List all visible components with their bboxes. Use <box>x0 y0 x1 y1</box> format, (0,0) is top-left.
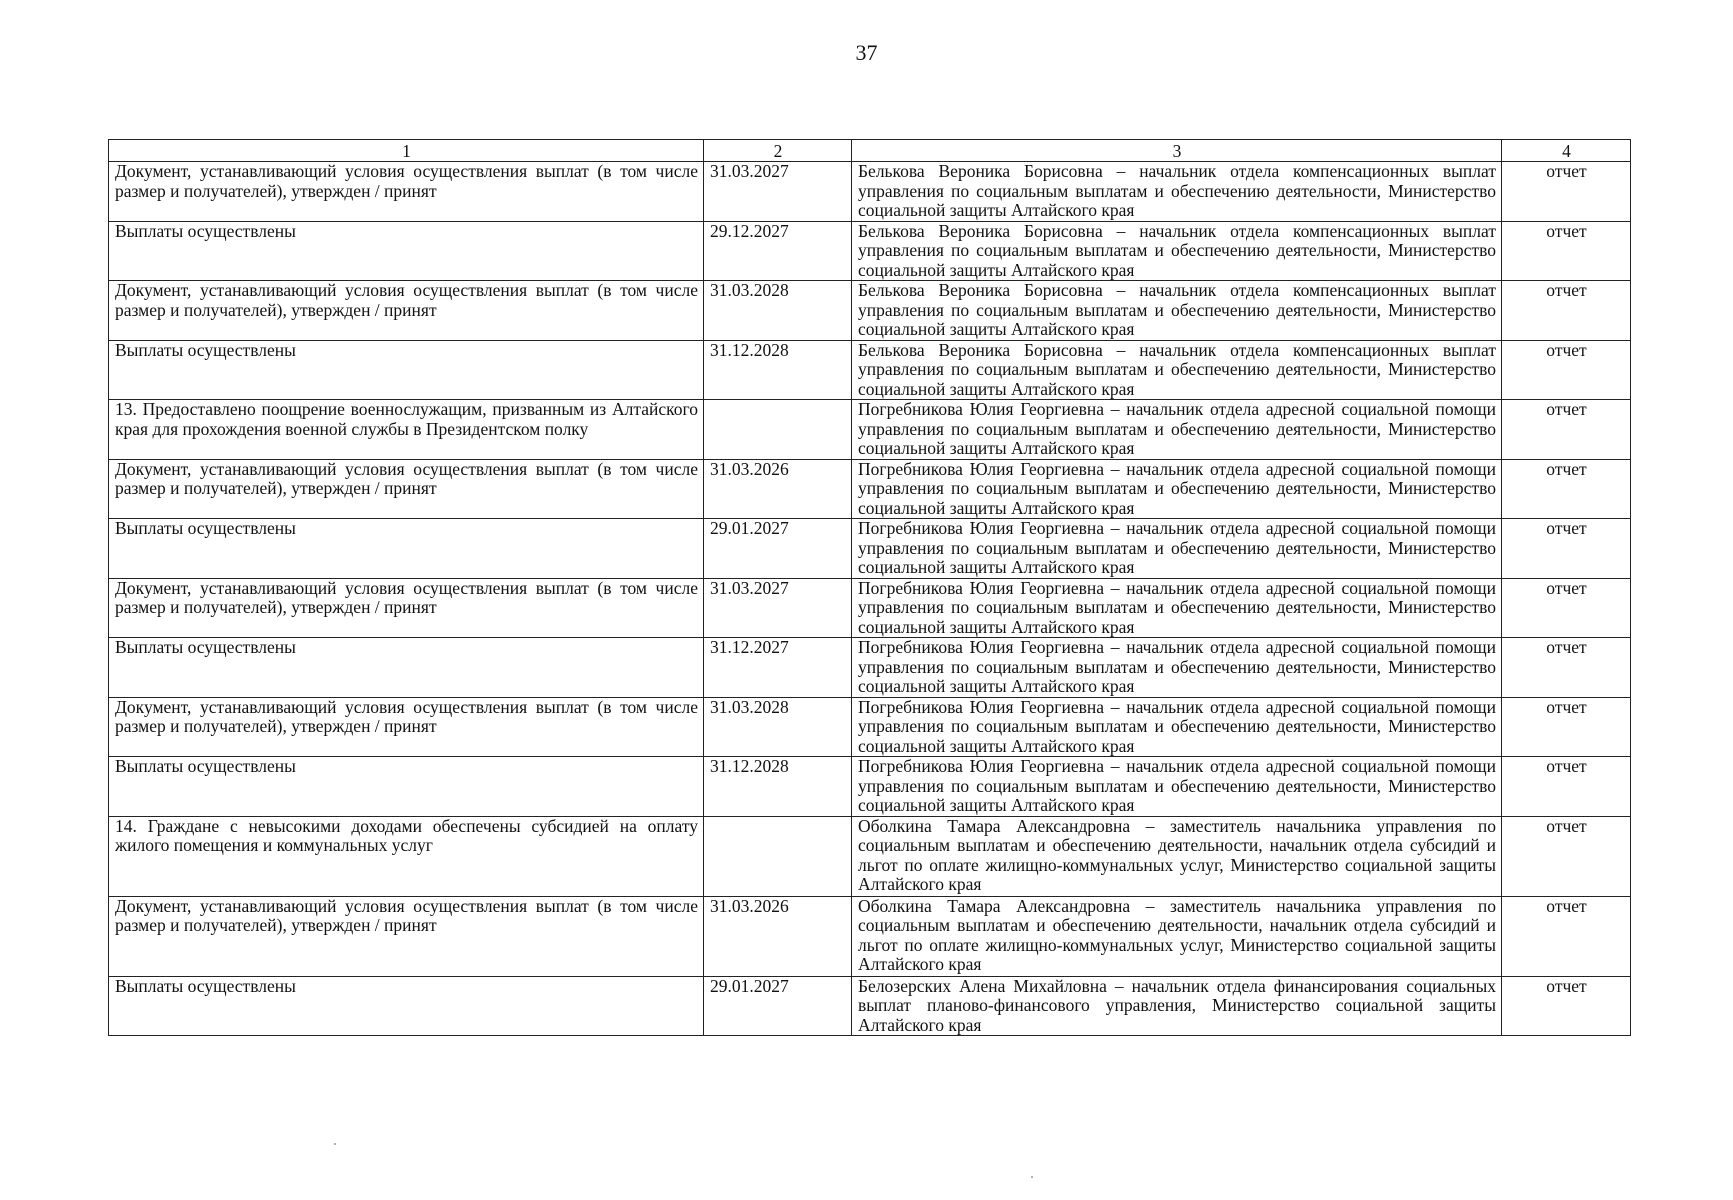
responsible-cell: Белькова Вероника Борисовна – начальник отдела компенсационных выплат управления по социальным выплатам и обеспечению деятельности, Министерство социальной защиты Алтайского края <box>852 281 1502 341</box>
table-row <box>109 340 1631 400</box>
document-type-cell: отчет <box>1502 816 1631 896</box>
table-row <box>109 400 1631 460</box>
document-type-cell: отчет <box>1502 221 1631 281</box>
date-cell: 31.12.2028 <box>704 340 852 400</box>
responsible-cell: Белькова Вероника Борисовна – начальник отдела компенсационных выплат управления по социальным выплатам и обеспечению деятельности, Министерство социальной защиты Алтайского края <box>852 221 1502 281</box>
date-cell: 31.03.2028 <box>704 281 852 341</box>
date-cell: 31.12.2028 <box>704 757 852 817</box>
event-cell: Документ, устанавливающий условия осуществления выплат (в том числе размер и получателей), утвержден / принят <box>109 578 704 638</box>
document-type-cell: отчет <box>1502 340 1631 400</box>
document-type-cell: отчет <box>1502 896 1631 976</box>
responsible-cell: Белькова Вероника Борисовна – начальник отдела компенсационных выплат управления по социальным выплатам и обеспечению деятельности, Министерство социальной защиты Алтайского края <box>852 162 1502 222</box>
column-header-1: 1 <box>109 140 704 162</box>
date-cell: 31.03.2027 <box>704 162 852 222</box>
table-row <box>109 638 1631 698</box>
table-row <box>109 162 1631 222</box>
date-cell <box>704 400 852 460</box>
document-type-cell: отчет <box>1502 976 1631 1036</box>
scan-speck <box>1031 1176 1033 1178</box>
column-header-4: 4 <box>1502 140 1631 162</box>
scan-speck <box>334 1143 336 1145</box>
responsible-cell: Белозерских Алена Михайловна – начальник отдела финансирования социальных выплат планово-финансового управления, Министерство социальной защиты Алтайского края <box>852 976 1502 1036</box>
event-cell: Выплаты осуществлены <box>109 757 704 817</box>
event-cell: Документ, устанавливающий условия осуществления выплат (в том числе размер и получателей), утвержден / принят <box>109 697 704 757</box>
date-cell: 29.01.2027 <box>704 519 852 579</box>
event-cell: Выплаты осуществлены <box>109 519 704 579</box>
date-cell: 31.03.2026 <box>704 459 852 519</box>
table-row <box>109 896 1631 976</box>
date-cell: 31.03.2027 <box>704 578 852 638</box>
responsible-cell: Погребникова Юлия Георгиевна – начальник отдела адресной социальной помощи управления по социальным выплатам и обеспечению деятельности, Министерство социальной защиты Алтайского края <box>852 578 1502 638</box>
date-cell: 31.03.2028 <box>704 697 852 757</box>
responsible-cell: Погребникова Юлия Георгиевна – начальник отдела адресной социальной помощи управления по социальным выплатам и обеспечению деятельности, Министерство социальной защиты Алтайского края <box>852 757 1502 817</box>
responsible-cell: Белькова Вероника Борисовна – начальник отдела компенсационных выплат управления по социальным выплатам и обеспечению деятельности, Министерство социальной защиты Алтайского края <box>852 340 1502 400</box>
event-cell: 14. Граждане с невысокими доходами обеспечены субсидией на оплату жилого помещения и коммунальных услуг <box>109 816 704 896</box>
page-number: 37 <box>855 40 878 65</box>
document-type-cell: отчет <box>1502 459 1631 519</box>
document-type-cell: отчет <box>1502 578 1631 638</box>
date-cell: 31.03.2026 <box>704 896 852 976</box>
date-cell: 29.12.2027 <box>704 221 852 281</box>
event-cell: Документ, устанавливающий условия осуществления выплат (в том числе размер и получателей), утвержден / принят <box>109 281 704 341</box>
column-header-2: 2 <box>704 140 852 162</box>
table-row <box>109 459 1631 519</box>
event-cell: Выплаты осуществлены <box>109 340 704 400</box>
event-cell: Документ, устанавливающий условия осуществления выплат (в том числе размер и получателей), утвержден / принят <box>109 896 704 976</box>
table-row <box>109 578 1631 638</box>
table-header-row <box>109 140 1631 162</box>
event-cell: Выплаты осуществлены <box>109 221 704 281</box>
responsible-cell: Погребникова Юлия Георгиевна – начальник отдела адресной социальной помощи управления по социальным выплатам и обеспечению деятельности, Министерство социальной защиты Алтайского края <box>852 519 1502 579</box>
document-type-cell: отчет <box>1502 697 1631 757</box>
table-row <box>109 519 1631 579</box>
document-type-cell: отчет <box>1502 162 1631 222</box>
date-cell <box>704 816 852 896</box>
document-type-cell: отчет <box>1502 757 1631 817</box>
table-row <box>109 221 1631 281</box>
date-cell: 29.01.2027 <box>704 976 852 1036</box>
document-type-cell: отчет <box>1502 400 1631 460</box>
table-row <box>109 697 1631 757</box>
responsible-cell: Погребникова Юлия Георгиевна – начальник отдела адресной социальной помощи управления по социальным выплатам и обеспечению деятельности, Министерство социальной защиты Алтайского края <box>852 459 1502 519</box>
responsible-cell: Оболкина Тамара Александровна – заместитель начальника управления по социальным выплатам и обеспечению деятельности, начальник отдела субсидий и льгот по оплате жилищно-коммунальных услуг, Министерство социальной защиты Алтайского края <box>852 896 1502 976</box>
document-type-cell: отчет <box>1502 638 1631 698</box>
table-row <box>109 757 1631 817</box>
table-row <box>109 281 1631 341</box>
document-type-cell: отчет <box>1502 519 1631 579</box>
responsible-cell: Погребникова Юлия Георгиевна – начальник отдела адресной социальной помощи управления по социальным выплатам и обеспечению деятельности, Министерство социальной защиты Алтайского края <box>852 638 1502 698</box>
responsible-cell: Погребникова Юлия Георгиевна – начальник отдела адресной социальной помощи управления по социальным выплатам и обеспечению деятельности, Министерство социальной защиты Алтайского края <box>852 697 1502 757</box>
event-cell: Документ, устанавливающий условия осуществления выплат (в том числе размер и получателей), утвержден / принят <box>109 459 704 519</box>
event-cell: Выплаты осуществлены <box>109 976 704 1036</box>
document-type-cell: отчет <box>1502 281 1631 341</box>
date-cell: 31.12.2027 <box>704 638 852 698</box>
event-cell: 13. Предоставлено поощрение военнослужащим, призванным из Алтайского края для прохождения военной службы в Президентском полку <box>109 400 704 460</box>
table-row <box>109 816 1631 896</box>
table-row <box>109 976 1631 1036</box>
column-header-3: 3 <box>852 140 1502 162</box>
responsible-cell: Погребникова Юлия Георгиевна – начальник отдела адресной социальной помощи управления по социальным выплатам и обеспечению деятельности, Министерство социальной защиты Алтайского края <box>852 400 1502 460</box>
responsibility-table <box>108 139 1631 1036</box>
responsible-cell: Оболкина Тамара Александровна – заместитель начальника управления по социальным выплатам и обеспечению деятельности, начальник отдела субсидий и льгот по оплате жилищно-коммунальных услуг, Министерство социальной защиты Алтайского края <box>852 816 1502 896</box>
event-cell: Документ, устанавливающий условия осуществления выплат (в том числе размер и получателей), утвержден / принят <box>109 162 704 222</box>
event-cell: Выплаты осуществлены <box>109 638 704 698</box>
